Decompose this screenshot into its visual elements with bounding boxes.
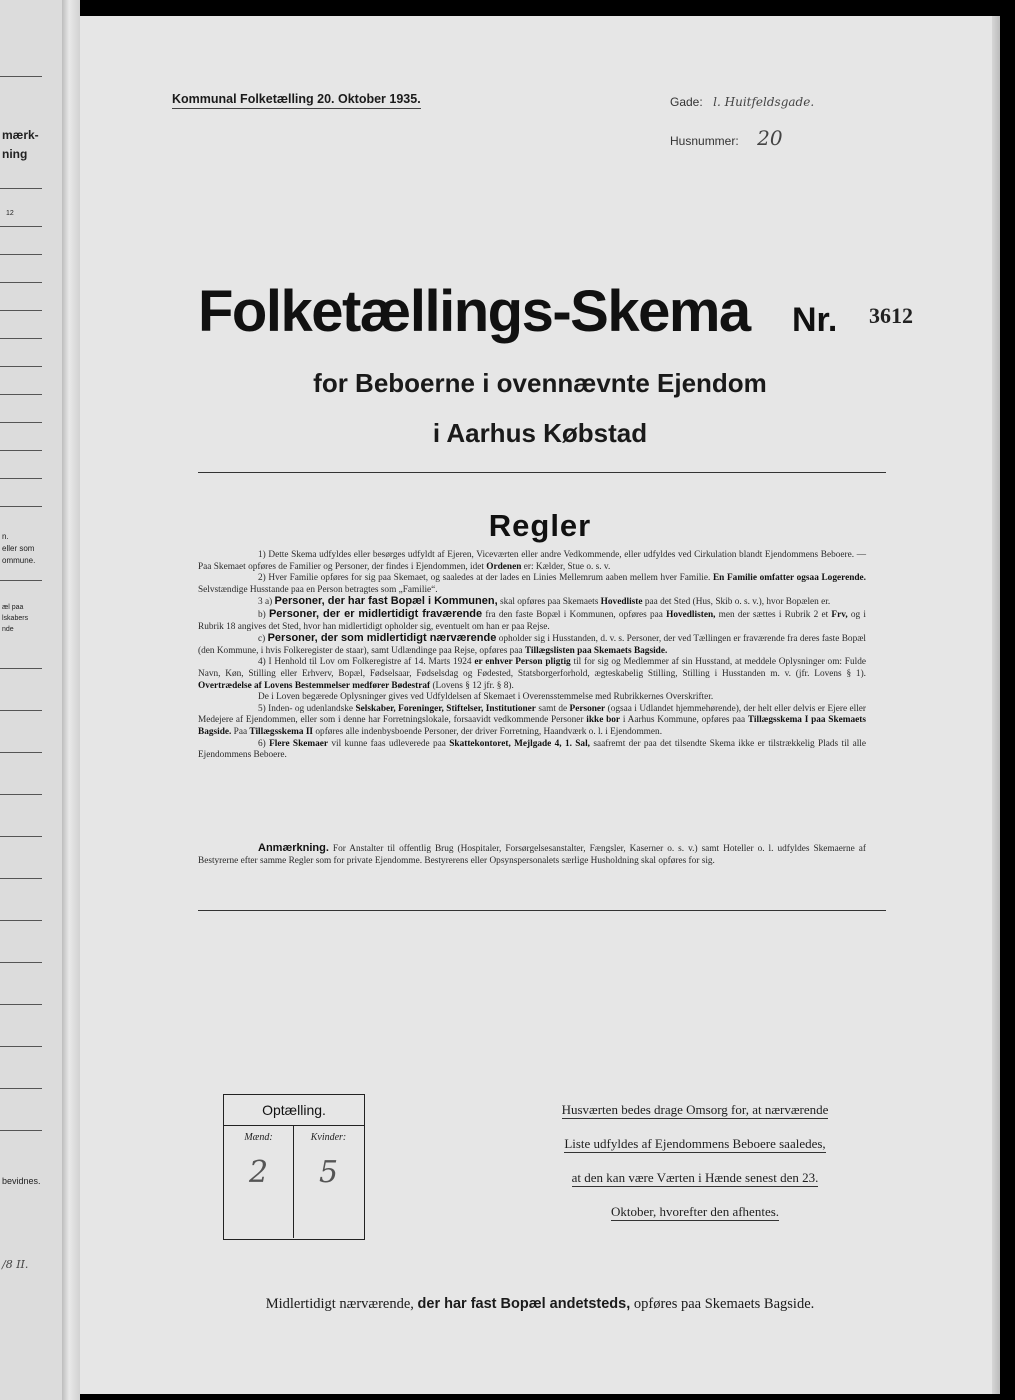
fragment-text: ommune.: [2, 556, 36, 565]
women-label: Kvinder:: [310, 1132, 347, 1143]
rule: [0, 836, 42, 837]
form-number: 3612: [869, 303, 913, 328]
rule: [0, 366, 42, 367]
form-title: Folketællings-Skema: [198, 279, 750, 344]
rule-4b: De i Loven begærede Oplysninger gives ved Udfyldelsen af Skemaet i Overensstemmelse med Rubrikkernes Overskrifter.: [258, 692, 714, 703]
census-header-title: Kommunal Folketælling 20. Oktober 1935.: [172, 92, 421, 109]
rule: [0, 254, 42, 255]
fragment-text: ning: [2, 147, 28, 161]
rule: [0, 394, 42, 395]
house-number-field: [670, 126, 783, 150]
house-number-label: Husnummer:: [670, 134, 739, 148]
men-label: Mænd:: [244, 1132, 273, 1143]
rule: [0, 794, 42, 795]
women-count: 5: [318, 1155, 339, 1190]
street-field: [670, 93, 814, 111]
men-count: 2: [248, 1155, 269, 1190]
rule-4: 4) I Henhold til Lov om Folkeregistre af 14. Marts 1924 er enhver Person pligtig til for sig og Medlemmer af sin Husstand, at meddele Oplysninger om: Fulde Navn, Køn, Stilling eller Erhverv, Bopæl, Fødselsaar, Fødselsdag og Fødested, Statsborgerforhold, ægteskabelig Stilling, Stilling i Husstanden m. v. (jfr. Lovens § 1). Overtrædelse af Lovens Bestemmelser medfører Bødestraf (Lovens § 12 jfr. § 8).: [198, 657, 866, 691]
rule-3a: 3 a) Personer, der har fast Bopæl i Kommunen, skal opføres paa Skemaets Hovedliste paa det Sted (Hus, Skib o. s. v.), hvor Bopælen er.: [258, 595, 831, 608]
rule-5: 5) Inden- og udenlandske Selskaber, Foreninger, Stiftelser, Institutioner samt de Personer (ogsaa i Udlandet hjemmehørende), der helt eller delvis er Ejere eller Medejere af Ejendommen, eller som i denne har Forretningslokale, forsaavidt vedkommende Personer ikke bor i Aarhus Kommune, opføres paa Tillægsskema I paa Skemaets Bagside. Paa Tillægsskema II opføres alle indenbysboende Personer, der driver Forretning, Haandværk o. l. i Ejendommen.: [198, 703, 867, 737]
fragment-text: bevidnes.: [2, 1176, 41, 1186]
fragment-text: eller som: [2, 544, 35, 553]
rule: [0, 188, 42, 189]
rule: [0, 920, 42, 921]
rule: [0, 1088, 42, 1089]
notice-line: Oktober, hvorefter den afhentes.: [610, 1204, 780, 1219]
rule: [0, 1004, 42, 1005]
rule-6: 6) Flere Skemaer vil kunne faas udleverede paa Skattekontoret, Mejlgade 4, 1. Sal, saafremt der paa det tilsendte Skema ikke er tilstrækkelig Plads til alle Ejendommens Beboere.: [198, 738, 867, 761]
fragment-text: lskabers: [2, 615, 29, 622]
rules-text: [198, 550, 866, 762]
subtitle-residents: for Beboerne i ovennævnte Ejendom: [313, 368, 767, 398]
count-box-title: Optælling.: [224, 1095, 364, 1126]
women-column: [294, 1126, 363, 1238]
rule-1: 1) Dette Skema udfyldes eller besørges udfyldt af Ejeren, Viceværten eller andre Vedkommende, eller udfyldes ved Cirkulation blandt Ejendommens Beboere. — Paa Skemaet opføres de Familier og Personer, der findes i Ejendommen, idet Ordenen er: Kælder, Stue o. s. v.: [198, 550, 866, 572]
rule: [0, 710, 42, 711]
number-label: Nr.: [792, 301, 838, 339]
annotation-text: For Anstalter til offentlig Brug (Hospitaler, Forsørgelsesanstalter, Fængsler, Kaserner o. s. v.) samt Hoteller o. l. udfyldes Skemaerne af Bestyrerne efter samme Regler som for private Ejendomme. Bestyrerens eller Opsynspersonalets særlige Husholdning skal opføres for sig.: [198, 844, 866, 866]
count-box: [223, 1094, 365, 1240]
rule: [0, 506, 42, 507]
fragment-text: mærk-: [2, 128, 39, 142]
rule: [0, 878, 42, 879]
house-number-value: 20: [757, 126, 783, 150]
footer-note: Midlertidigt nærværende, der har fast Bopæl andetsteds, opføres paa Skemaets Bagside.: [265, 1296, 815, 1312]
handwritten-note: /8 II.: [2, 1258, 29, 1271]
rule: [0, 310, 42, 311]
annotation-note: [198, 843, 866, 867]
fragment-text: æl paa: [2, 604, 24, 611]
rules-heading: Regler: [488, 508, 592, 543]
rule: [0, 226, 42, 227]
landlord-notice: [530, 1102, 860, 1238]
men-column: [224, 1126, 294, 1238]
rule: [0, 752, 42, 753]
rule: [0, 962, 42, 963]
rule: [0, 478, 42, 479]
rule: [0, 282, 42, 283]
rule: [0, 338, 42, 339]
divider: [198, 910, 886, 911]
fragment-text: nde: [2, 626, 14, 633]
column-number: 12: [6, 210, 14, 217]
street-label: Gade:: [670, 95, 703, 109]
divider: [198, 472, 886, 473]
rule: [0, 1130, 42, 1131]
rule: [0, 450, 42, 451]
rule-2: 2) Hver Familie opføres for sig paa Skemaet, og saaledes at der lades en Linies Mellemrum aaben mellem hver Familie. En Familie omfatter ogsaa Logerende. Selvstændige Husstande paa en Person betragtes som „Familie“.: [198, 573, 866, 595]
rule-3b: b) Personer, der er midlertidigt fraværende fra den faste Bopæl i Kommunen, opføres paa Hovedlisten, men der sættes i Rubrik 2 et Frv, og i Rubrik 18 angives det Sted, hvor han midlertidigt opholder sig, eventuelt om han er paa Rejse.: [198, 607, 866, 632]
rule: [0, 580, 42, 581]
street-value: l. Huitfeldsgade.: [713, 95, 815, 109]
rule: [0, 668, 42, 669]
rule: [0, 422, 42, 423]
rule: [0, 76, 42, 77]
fragment-text: n.: [2, 532, 9, 541]
rule-3c: c) Personer, der som midlertidigt nærværende opholder sig i Husstanden, d. v. s. Personer, der ved Tællingen er fraværende fra deres faste Bopæl (den Kommune, i hvis Folkeregister de staar), samt Udlændinge paa Rejse, opføres paa Tillægslisten paa Skemaets Bagside.: [198, 632, 867, 656]
left-page-fragment: [0, 0, 62, 1400]
page-edge: [992, 16, 1000, 1394]
census-form-page: [80, 16, 1000, 1394]
book-gutter: [62, 0, 80, 1400]
subtitle-city: i Aarhus Købstad: [432, 418, 648, 448]
notice-line: Liste udfyldes af Ejendommens Beboere saaledes,: [564, 1136, 826, 1151]
notice-line: Husværten bedes drage Omsorg for, at nærværende: [561, 1102, 829, 1117]
annotation-label: Anmærkning.: [258, 842, 329, 854]
rule: [0, 1046, 42, 1047]
notice-line: at den kan være Værten i Hænde senest den 23.: [571, 1170, 819, 1185]
